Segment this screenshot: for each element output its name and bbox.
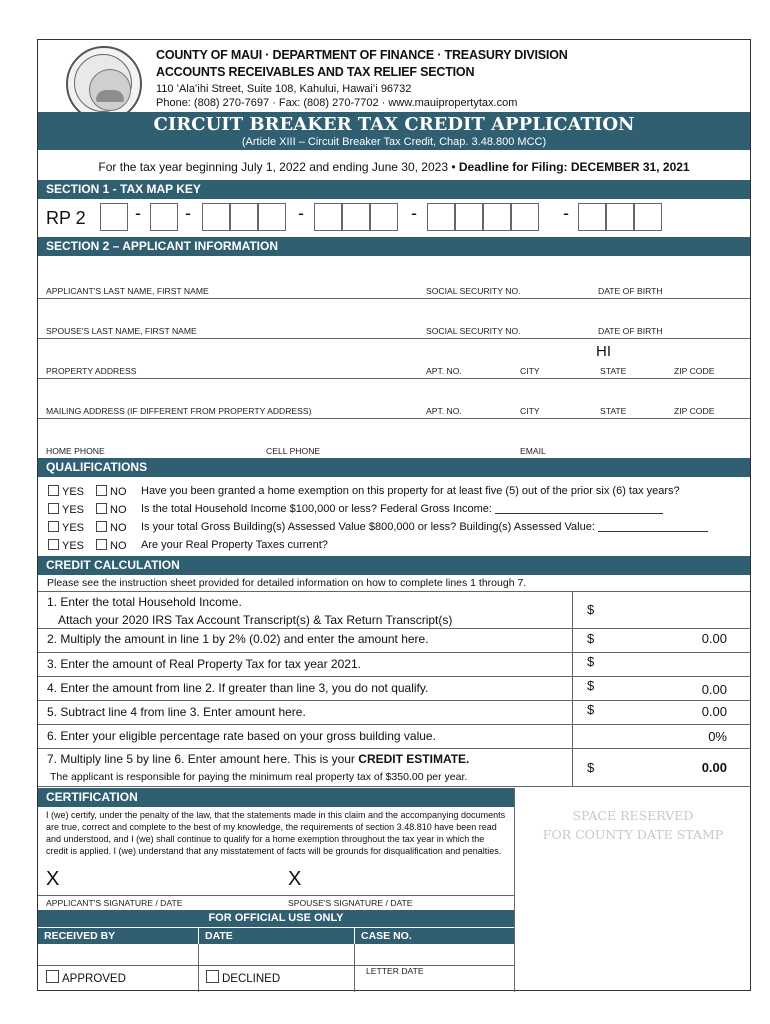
mailing-apt-field[interactable]: APT. NO. <box>426 406 462 416</box>
q2-yes-checkbox[interactable]: YES <box>48 503 84 516</box>
applicant-ssn-field[interactable]: SOCIAL SECURITY NO. <box>426 286 521 296</box>
line7-credit-estimate[interactable]: $ 0.00 <box>572 748 751 787</box>
case-no-column: CASE NO. <box>354 928 514 944</box>
minimum-tax-note: The applicant is responsible for paying the minimum real property tax of $350.00 per year. <box>50 771 468 783</box>
tmk-digit-box[interactable] <box>455 203 483 231</box>
q1-no-checkbox[interactable]: NO <box>96 485 127 498</box>
filing-deadline: Deadline for Filing: DECEMBER 31, 2021 <box>458 160 690 174</box>
mailing-address-field[interactable]: MAILING ADDRESS (IF DIFFERENT FROM PROPERTY ADDRESS) <box>46 406 312 416</box>
qualifications-header: QUALIFICATIONS <box>38 458 750 477</box>
credit-line2: 2. Multiply the amount in line 1 by 2% (0.02) and enter the amount here. <box>38 628 572 653</box>
q4-yes-checkbox[interactable]: YES <box>48 539 84 552</box>
q1-text: Have you been granted a home exemption on this property for at least five (5) out of the prior six (6) tax years? <box>141 485 680 497</box>
property-apt-field[interactable]: APT. NO. <box>426 366 462 376</box>
header-section: ACCOUNTS RECEIVABLES AND TAX RELIEF SECTION <box>156 65 475 79</box>
credit-line6: 6. Enter your eligible percentage rate based on your gross building value. <box>38 724 572 749</box>
credit-line3: 3. Enter the amount of Real Property Tax for tax year 2021. <box>38 652 572 677</box>
tmk-digit-box[interactable] <box>100 203 128 231</box>
tmk-digit-box[interactable] <box>370 203 398 231</box>
certification-text: I (we) certify, under the penalty of the law, that the statements made in this claim and the accompanying documents are true, correct and complete to the best of my knowledge, the requirements of section 3.48.810 have been read and understood, and I (we) shall continue to qualify for a home exemption throughout the tax year in which the credit is applied. I (we) understand that any misstatement of facts will be grounds for disqualification and penalties. <box>46 810 506 856</box>
applicant-signature-x: X <box>46 868 60 890</box>
section1-header: SECTION 1 - TAX MAP KEY <box>38 180 750 199</box>
tmk-prefix: RP 2 <box>46 208 86 228</box>
q1-yes-checkbox[interactable]: YES <box>48 485 84 498</box>
applicant-signature-field[interactable]: APPLICANT'S SIGNATURE / DATE <box>46 898 183 908</box>
date-column: DATE <box>198 928 354 944</box>
tmk-digit-box[interactable] <box>230 203 258 231</box>
property-zip-field[interactable]: ZIP CODE <box>674 366 715 376</box>
line3-amount-input[interactable]: $ <box>572 652 751 677</box>
mailing-zip-field[interactable]: ZIP CODE <box>674 406 715 416</box>
line1-amount-input[interactable]: $ <box>572 592 751 629</box>
credit-instruction: Please see the instruction sheet provided for detailed information on how to complete lines 1 through 7. <box>38 576 750 592</box>
line2-amount-input[interactable]: $ 0.00 <box>572 628 751 653</box>
property-city-field[interactable]: CITY <box>520 366 540 376</box>
spouse-dob-field[interactable]: DATE OF BIRTH <box>598 326 663 336</box>
property-state-field[interactable]: STATE <box>600 366 627 376</box>
applicant-dob-field[interactable]: DATE OF BIRTH <box>598 286 663 296</box>
county-date-stamp-area: SPACE RESERVED FOR COUNTY DATE STAMP <box>542 808 724 842</box>
mailing-city-field[interactable]: CITY <box>520 406 540 416</box>
credit-calculation-header: CREDIT CALCULATION <box>38 556 750 575</box>
tmk-digit-box[interactable] <box>483 203 511 231</box>
tmk-digit-box[interactable] <box>202 203 230 231</box>
q3-text: Is your total Gross Building(s) Assessed Value $800,000 or less? Building(s) Assessed Value: <box>141 521 595 533</box>
approved-checkbox[interactable]: APPROVED <box>46 970 126 985</box>
credit-line7: 7. Multiply line 5 by line 6. Enter amount here. This is your CREDIT ESTIMATE. The applicant is responsible for paying the minimum real property tax of $350.00 per year. <box>38 748 572 787</box>
spouse-signature-field[interactable]: SPOUSE'S SIGNATURE / DATE <box>288 898 413 908</box>
line6-rate-input[interactable]: 0% <box>572 724 751 749</box>
letter-date-field[interactable]: LETTER DATE <box>366 966 424 976</box>
applicant-name-field[interactable]: APPLICANT'S LAST NAME, FIRST NAME <box>46 286 209 296</box>
header-address: 110 ʻAlaʻihi Street, Suite 108, Kahului, Hawaiʻi 96732 <box>156 83 412 95</box>
cell-phone-field[interactable]: CELL PHONE <box>266 446 321 456</box>
title-banner <box>38 112 750 150</box>
official-use-header: FOR OFFICIAL USE ONLY <box>38 910 514 927</box>
spouse-name-field[interactable]: SPOUSE'S LAST NAME, FIRST NAME <box>46 326 197 336</box>
email-field[interactable]: EMAIL <box>520 446 546 456</box>
q4-text: Are your Real Property Taxes current? <box>141 539 328 551</box>
tmk-digit-box[interactable] <box>150 203 178 231</box>
form-title: CIRCUIT BREAKER TAX CREDIT APPLICATION <box>153 114 635 135</box>
line5-amount-input[interactable]: $ 0.00 <box>572 700 751 725</box>
q4-no-checkbox[interactable]: NO <box>96 539 127 552</box>
tmk-digit-box[interactable] <box>511 203 539 231</box>
county-seal-logo <box>66 46 142 122</box>
tmk-digit-box[interactable] <box>634 203 662 231</box>
received-by-column: RECEIVED BY <box>38 928 198 944</box>
spouse-signature-x: X <box>288 868 302 890</box>
property-address-field[interactable]: PROPERTY ADDRESS <box>46 366 137 376</box>
home-phone-field[interactable]: HOME PHONE <box>46 446 105 456</box>
federal-gross-income-input[interactable] <box>495 513 663 514</box>
credit-line1: 1. Enter the total Household Income. Attach your 2020 IRS Tax Account Transcript(s) & Tax Return Transcript(s) <box>38 592 572 629</box>
tmk-digit-box[interactable] <box>578 203 606 231</box>
mailing-state-field[interactable]: STATE <box>600 406 627 416</box>
tmk-digit-box[interactable] <box>258 203 286 231</box>
tmk-digit-box[interactable] <box>342 203 370 231</box>
credit-line5: 5. Subtract line 4 from line 3. Enter amount here. <box>38 700 572 725</box>
tmk-digit-box[interactable] <box>606 203 634 231</box>
line4-amount-input[interactable]: $ 0.00 <box>572 676 751 701</box>
q2-text: Is the total Household Income $100,000 or less? Federal Gross Income: <box>141 503 492 515</box>
credit-line4: 4. Enter the amount from line 2. If greater than line 3, you do not qualify. <box>38 676 572 701</box>
certification-header: CERTIFICATION <box>38 788 514 807</box>
tmk-digit-box[interactable] <box>314 203 342 231</box>
state-value[interactable]: HI <box>596 343 611 360</box>
q2-no-checkbox[interactable]: NO <box>96 503 127 516</box>
tmk-digit-box[interactable] <box>427 203 455 231</box>
declined-checkbox[interactable]: DECLINED <box>206 970 280 985</box>
form-subtitle: (Article XIII – Circuit Breaker Tax Credit, Chap. 3.48.800 MCC) <box>241 136 547 148</box>
tax-year-line <box>38 160 750 174</box>
tax-year-text: For the tax year beginning July 1, 2022 and ending June 30, 2023 • <box>98 160 456 174</box>
q3-yes-checkbox[interactable]: YES <box>48 521 84 534</box>
credit-estimate-label: CREDIT ESTIMATE. <box>358 752 470 766</box>
building-assessed-value-input[interactable] <box>598 531 708 532</box>
application-form: COUNTY OF MAUI · DEPARTMENT OF FINANCE · TREASURY DIVISION ACCOUNTS RECEIVABLES AND TAX RELIEF SECTION 110 ʻAlaʻihi Street, Suite 108, Kahului, Hawaiʻi 96732 Phone: (808) 270-7697 · Fax: (808) 270-7702 · www.mauipropertytax.com CIRCUIT BREAKER TAX CREDIT APPLICATION (Article XIII – Circuit Breaker Tax Credit, Chap. 3.48.800 MCC) For the tax year beginning July 1, 2022 and ending June 30, 2023 • Deadline for Filing: DECEMBER 31, 2021 SECTION 1 - TAX MAP KEY RP 2 - - - - - SECTION 2 – APPLICANT INFORMATION APPLICANT'S LAST NAME, FIRST NAME SOCIAL SECURITY NO. DATE OF BIRTH SPOUSE'S LAST NAME, FIRST NAME SOCIAL SECURITY NO. DATE OF BIRTH HI PROPERTY ADDRESS APT. NO. CITY STATE ZIP CODE MAILING ADDRESS (IF DIFFERENT FROM PROPERTY ADDRESS) APT. NO. CITY STATE ZIP CODE HOME PHONE CELL PHONE EMAIL QUALIFICATIONS YES NO Have you been granted a home exemption on this property for at least five (5) out of the prior six (6) tax years? YES NO Is the total Household Income $100,000 or less? Federal Gross Income: YES NO Is your total Gross Building(s) Assessed Value $800,000 or less? Building(s) Assessed Value: YES NO Are your Real Property Taxes current? CREDIT CALCULATION Please see the instruction sheet provided for detailed information on how to complete lines 1 through 7. 1. Enter the total Household Income. Attach your 2020 IRS Tax Account Transcript(s) & Tax Return Transcript(s) $ 2. Multiply the amount in line 1 by 2% (0.02) and enter the amount here. $ 0.00 3. Enter the amount of Real Property Tax for tax year 2021. $ 4. Enter the amount from line 2. If greater than line 3, you do not qualify. $ 0.00 5. Subtract line 4 from line 3. Enter amount here. $ 0.00 6. Enter your eligible percentage rate based on your gross building value. 0% 7. Multiply line 5 by line 6. Enter amount here. This is your CREDIT ESTIMATE. The applicant is responsible for paying the minimum real property tax of $350.00 per year. $ 0.00 CERTIFICATION I (we) certify, under the penalty of the law, that the statements made in this claim and the accompanying documents are true, correct and complete to the best of my knowledge, the requirements of section 3.48.810 have been read and understood, and I (we) shall continue to qualify for a home exemption throughout the tax year in which the credit is applied. I (we) understand that any misstatement of facts will be grounds for disqualification and penalties. X X APPLICANT'S SIGNATURE / DATE SPOUSE'S SIGNATURE / DATE SPACE RESERVED FOR COUNTY DATE STAMP FOR OFFICIAL USE ONLY RECEIVED BY DATE CASE NO. APPROVED DECLINED LETTER DATE <box>37 39 751 991</box>
header-contact: Phone: (808) 270-7697 · Fax: (808) 270-7702 · www.mauipropertytax.com <box>156 97 518 109</box>
spouse-ssn-field[interactable]: SOCIAL SECURITY NO. <box>426 326 521 336</box>
section2-header: SECTION 2 – APPLICANT INFORMATION <box>38 237 750 256</box>
q3-no-checkbox[interactable]: NO <box>96 521 127 534</box>
header-department: COUNTY OF MAUI · DEPARTMENT OF FINANCE · TREASURY DIVISION <box>156 48 568 62</box>
